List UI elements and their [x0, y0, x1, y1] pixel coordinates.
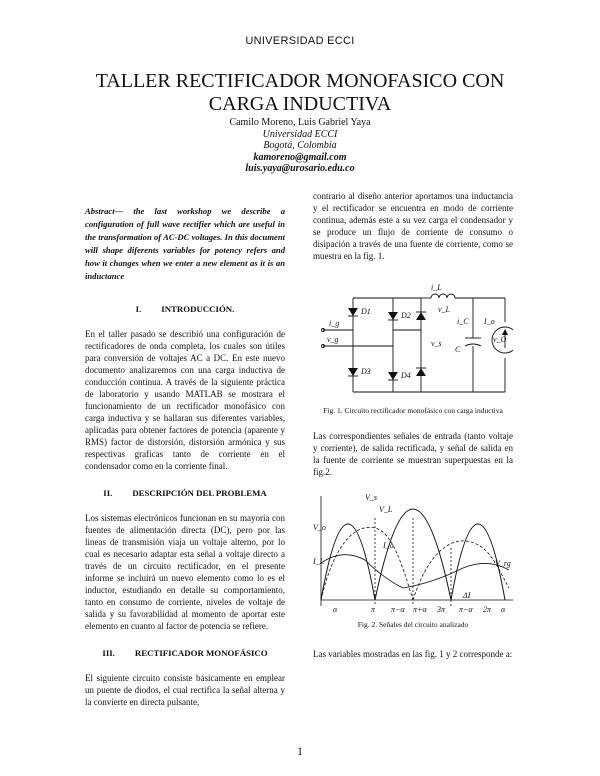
right-paragraph-3: Las variables mostradas en las fig. 1 y 2 corresponde a: [313, 649, 513, 659]
running-header: UNIVERSIDAD ECCI [245, 35, 355, 47]
abstract-label: Abstract— [85, 206, 124, 216]
paper-title: TALLER RECTIFICADOR MONOFASICO CON CARGA INDUCTIVA [95, 70, 505, 115]
location: Bogotá, Colombia [263, 140, 337, 151]
right-column [313, 190, 513, 660]
label-vs: v_s [431, 339, 442, 348]
section-number: III. [102, 648, 115, 658]
label-d4: D4 [401, 371, 411, 380]
label-io: I_o [484, 317, 495, 326]
tick-1: π [371, 605, 376, 614]
label-vo-wave: V_o [313, 523, 326, 532]
tick-5: π−α [459, 605, 473, 614]
tick-3: π+α [413, 605, 427, 614]
section-1-text: En el taller pasado se describió una configuración de rectificadores de onda completa, los cuales son útiles para conversión de voltajes AC a DC. En este nuevo documento analizaremos con una carga inductiva de conducción continua. A través de la siguiente práctica de laboratorio y usando MATLAB se mostrara el funcionamiento de un rectificador monofásico con carga inductiva y se hallaran sus diferentes variables, aplicadas para obtener factores de potencia (aparente y RMS) factor de distorsión, distorsión armónica y sus respectivas graficas tanto de corriente en el condensador como en la corriente final. [85, 329, 285, 471]
tick-7: α [501, 605, 506, 614]
figure-2-caption: Fig. 2. Señales del circuito analizado [357, 620, 469, 629]
section-heading-3 [85, 647, 285, 659]
figure-1-caption: Fig. 1. Circuito rectificador monofásico con carga inductiva [323, 406, 503, 415]
label-vrg: V_rg [495, 559, 511, 568]
tick-2: π−α [391, 605, 405, 614]
label-ic: i_C [457, 317, 469, 326]
email-2: luis.yaya@urosario.edu.co [245, 163, 355, 174]
tick-0: α [333, 605, 338, 614]
section-title: INTRODUCCIÓN. [161, 304, 235, 314]
section-heading-1 [85, 303, 285, 315]
label-c: C [455, 345, 461, 354]
left-column [85, 205, 285, 708]
email-1: kamoreno@gmail.com [253, 151, 347, 163]
label-ib-wave: I_o [383, 541, 394, 550]
label-vl: v_L [438, 305, 450, 314]
label-il-wave: I_L [313, 557, 325, 566]
section-number: I. [135, 304, 142, 314]
label-vs-wave: V_s [365, 493, 377, 502]
tick-4: 3π [437, 605, 446, 614]
section-number: II. [103, 488, 113, 498]
affiliation: Universidad ECCI [262, 128, 338, 140]
label-vo: v_O [493, 335, 507, 344]
section-2-text: Los sistemas electrónicos funcionan en su mayoria con fuentes de alimentación directa (DC), pero por las lineas de transmisión viaja un voltaje alterno, por lo cual es necesario adaptar esta señal a voltaje directo a través de un circuito rectificador, en el presente informe se incluirá un nuevo elemento como lo es el inductor, estudiando en detalle su comportamiento, tanto en consumo de corriente, niveles de voltaje de salida y su favorabilidad al momento de aportar este elemento en cuanto al factor de potencia se refiere. [85, 513, 285, 631]
label-d1: D1 [361, 307, 371, 316]
right-paragraph-2: Las correspondientes señales de entrada (tanto voltaje y corriente), de salida rectificada, y señal de salida en la fuente de corriente se muestran superpuestas en la fig.2. [313, 431, 513, 477]
abstract-text: the last workshop we describe a configuration of full wave rectifier which are useful in the transformation of AC-DC voltages. In this document will shape diferents variables for potency refers and how it changes when we enter a new element as it is an inductance [85, 206, 285, 281]
label-ig: i_g [329, 319, 340, 328]
author-block [100, 117, 500, 175]
page-number: 1 [297, 744, 303, 758]
label-il: i_L [431, 283, 442, 292]
section-title: RECTIFICADOR MONOFÁSICO [134, 648, 268, 658]
abstract [85, 205, 285, 283]
tick-6: 2π [483, 605, 492, 614]
label-vl-wave: V_L [379, 505, 393, 514]
label-d2: D2 [401, 311, 411, 320]
section-3-text: El siguiente circuito consiste básicamente en emplear un puente de diodos, el cual rectifica la señal alterna y la convierte en directa pulsante, [85, 673, 285, 707]
author-names: Camilo Moreno, Luis Gabriel Yaya [229, 117, 371, 128]
label-delta-i: ΔI [463, 591, 471, 600]
right-paragraph-1: contrario al diseño anterior aportamos una inductancia y el rectificador se encuentra en modo de corriente continua, además este a su vez carga el condensador y se produce un flujo de corriente de consumo o disipación a través de una fuente de corriente, como se muestra en la fig. 1. [313, 191, 513, 261]
section-title: DESCRIPCIÓN DEL PROBLEMA [132, 488, 267, 498]
waveform-plot [313, 488, 513, 618]
label-d3: D3 [361, 367, 371, 376]
circuit-diagram [313, 280, 513, 400]
section-heading-2 [85, 487, 285, 499]
label-vg: v_g [327, 335, 339, 344]
